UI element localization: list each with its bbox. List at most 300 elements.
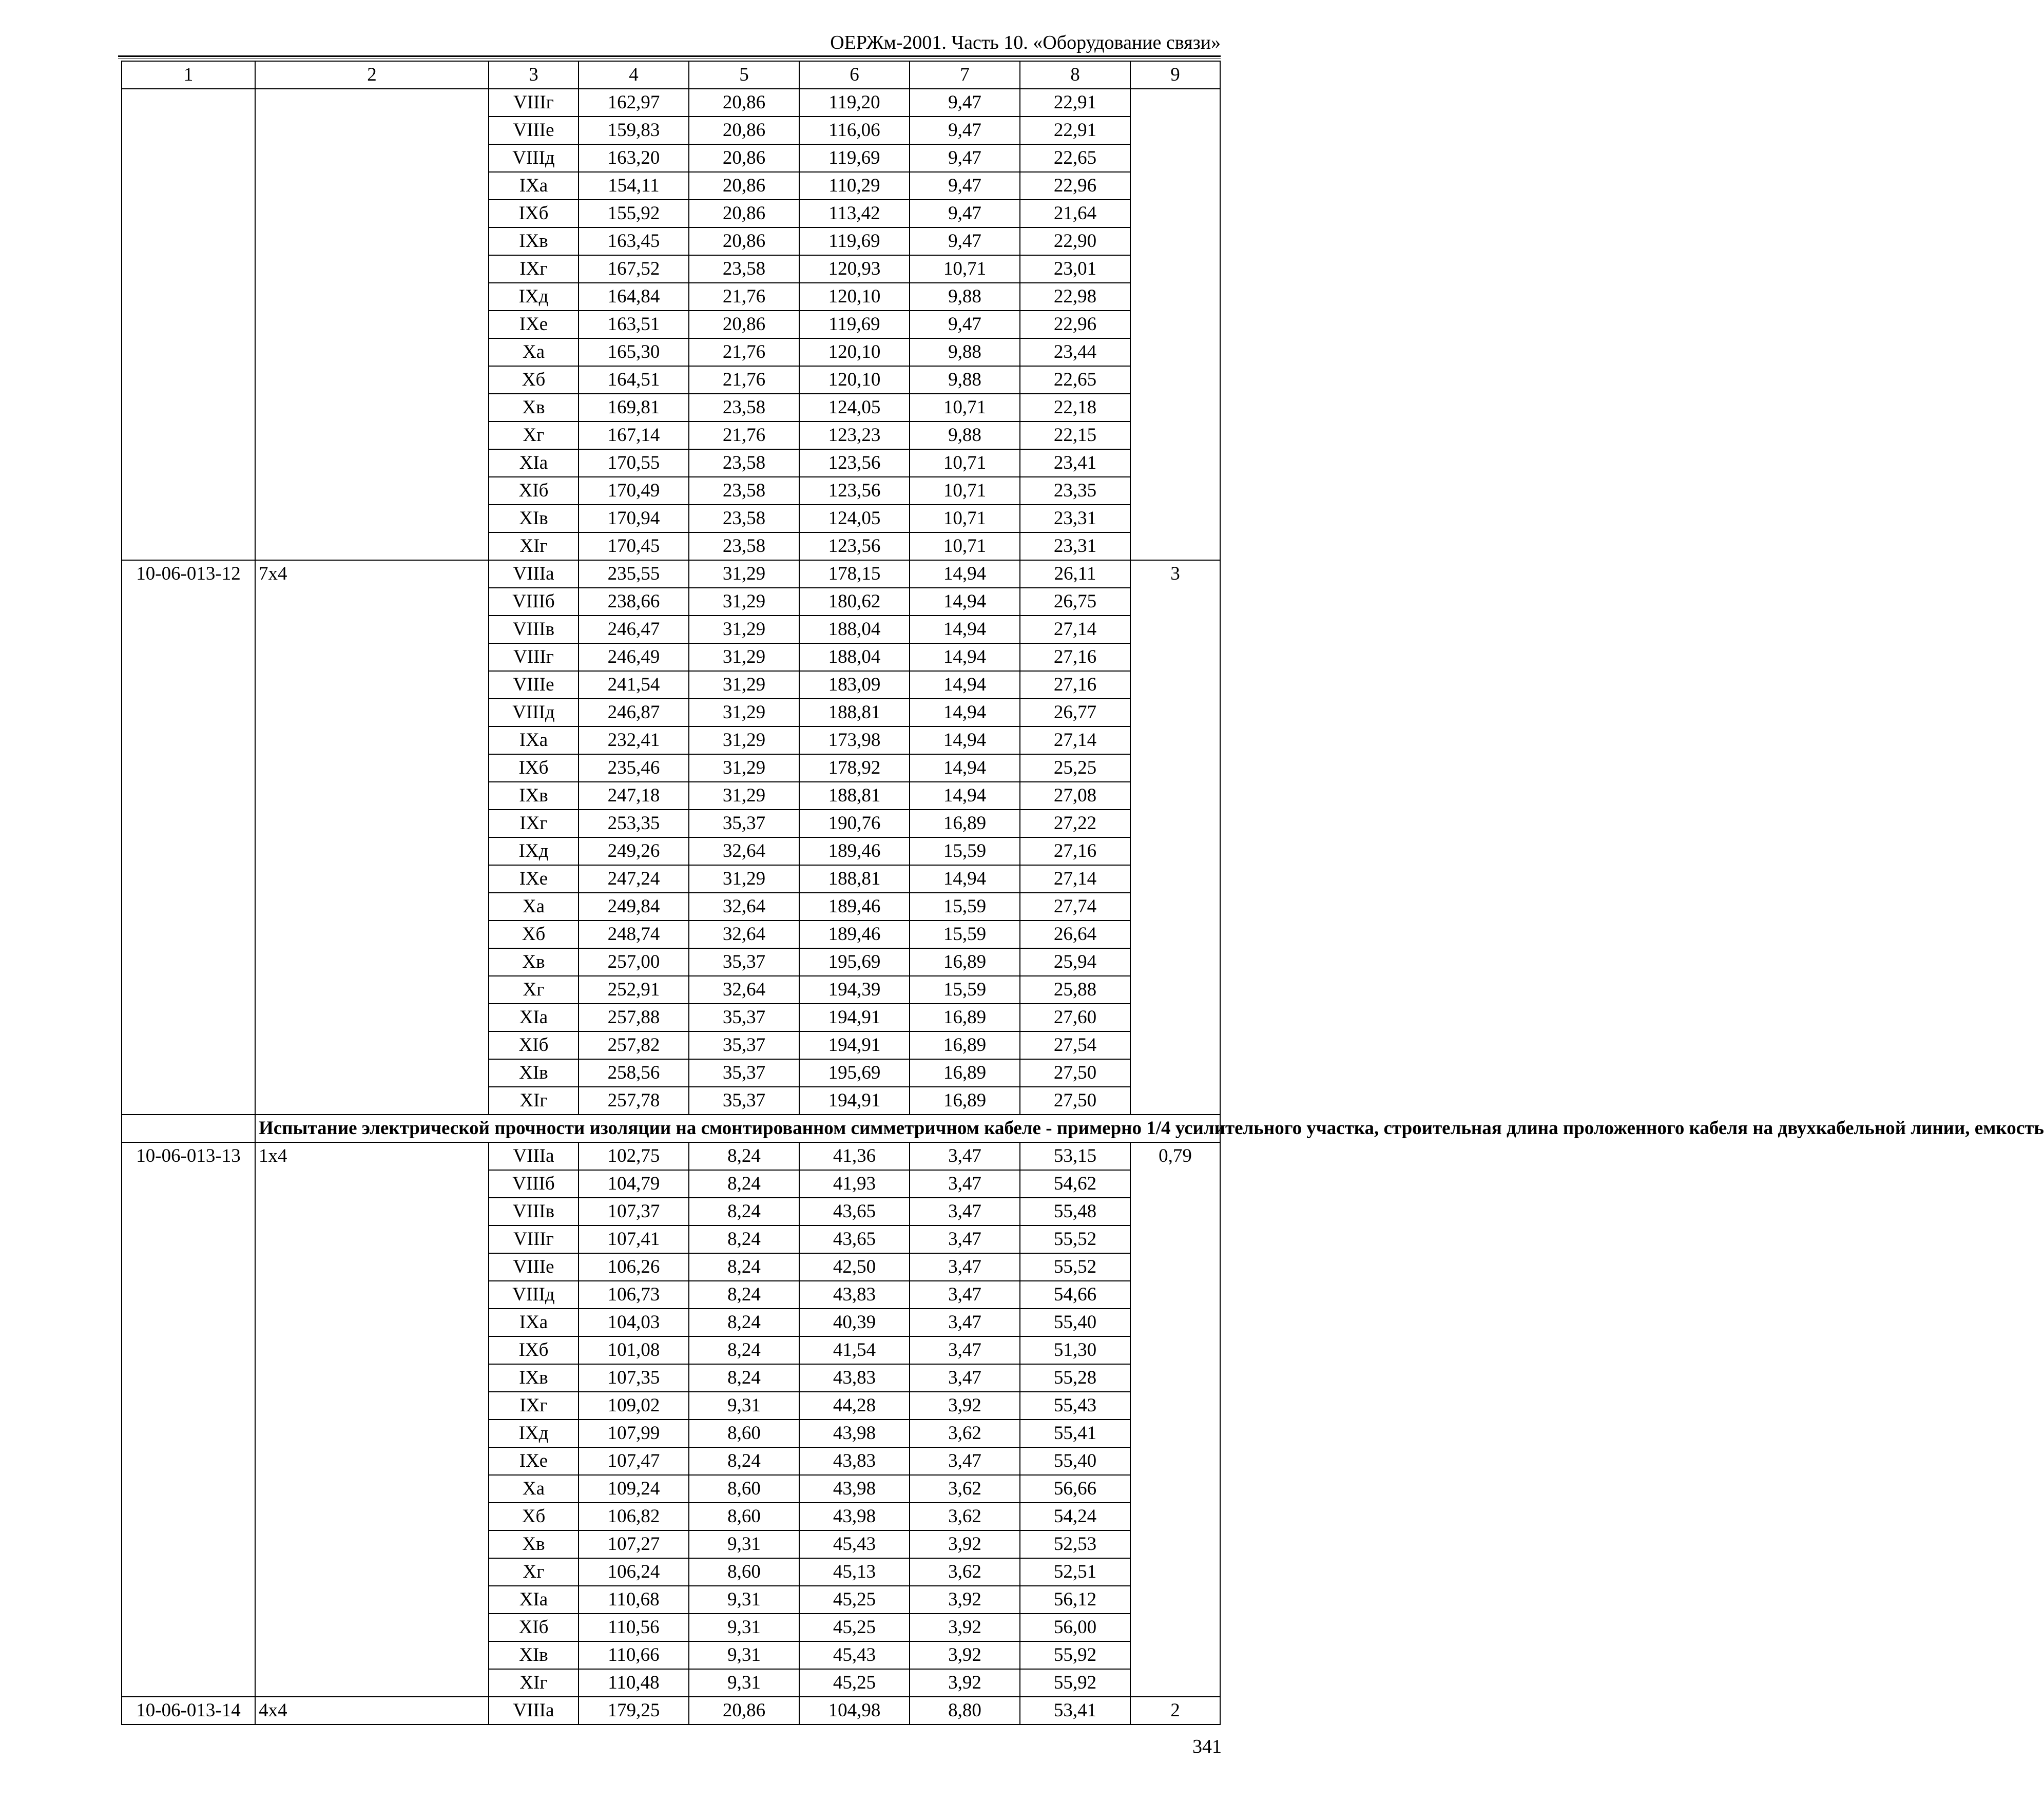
- region-code: Xв: [489, 394, 579, 421]
- operator-wages: 15,59: [910, 837, 1020, 865]
- total-cost: 163,20: [579, 144, 689, 172]
- total-cost: 163,45: [579, 227, 689, 255]
- machines-cost: 43,83: [799, 1447, 910, 1475]
- operator-wages: 3,47: [910, 1309, 1020, 1336]
- wages-cost: 9,31: [689, 1586, 799, 1614]
- machines-cost: 113,42: [799, 200, 910, 227]
- machines-cost: 104,98: [799, 1697, 910, 1725]
- wages-cost: 35,37: [689, 1087, 799, 1115]
- materials-cost: 26,64: [1020, 921, 1130, 948]
- wages-cost: 20,86: [689, 200, 799, 227]
- operator-wages: 3,47: [910, 1447, 1020, 1475]
- machines-cost: 123,56: [799, 477, 910, 505]
- operator-wages: 3,47: [910, 1336, 1020, 1364]
- region-code: IXа: [489, 1309, 579, 1336]
- total-cost: 106,82: [579, 1503, 689, 1530]
- machines-cost: 41,36: [799, 1142, 910, 1170]
- materials-cost: 53,15: [1020, 1142, 1130, 1170]
- labor-cost: 2: [1130, 1697, 1220, 1725]
- page-number: 341: [1192, 1736, 1222, 1757]
- machines-cost: 43,98: [799, 1420, 910, 1447]
- total-cost: 110,68: [579, 1586, 689, 1614]
- total-cost: 107,35: [579, 1364, 689, 1392]
- operator-wages: 8,80: [910, 1697, 1020, 1725]
- operator-wages: 10,71: [910, 532, 1020, 560]
- operator-wages: 16,89: [910, 1059, 1020, 1087]
- wages-cost: 9,31: [689, 1614, 799, 1641]
- total-cost: 109,24: [579, 1475, 689, 1503]
- region-code: XIа: [489, 449, 579, 477]
- wages-cost: 21,76: [689, 338, 799, 366]
- machines-cost: 194,39: [799, 976, 910, 1004]
- region-code: Xв: [489, 1530, 579, 1558]
- operator-wages: 9,88: [910, 421, 1020, 449]
- total-cost: 169,81: [579, 394, 689, 421]
- operator-wages: 10,71: [910, 394, 1020, 421]
- total-cost: 159,83: [579, 117, 689, 144]
- operator-wages: 14,94: [910, 588, 1020, 616]
- materials-cost: 23,01: [1020, 255, 1130, 283]
- operator-wages: 9,47: [910, 172, 1020, 200]
- machines-cost: 119,69: [799, 144, 910, 172]
- total-cost: 170,45: [579, 532, 689, 560]
- region-code: IXв: [489, 227, 579, 255]
- wages-cost: 23,58: [689, 477, 799, 505]
- materials-cost: 27,14: [1020, 726, 1130, 754]
- materials-cost: 25,25: [1020, 754, 1130, 782]
- wages-cost: 31,29: [689, 560, 799, 588]
- wages-cost: 31,29: [689, 643, 799, 671]
- operator-wages: 3,62: [910, 1503, 1020, 1530]
- wages-cost: 8,60: [689, 1420, 799, 1447]
- total-cost: 249,26: [579, 837, 689, 865]
- machines-cost: 183,09: [799, 671, 910, 699]
- total-cost: 235,55: [579, 560, 689, 588]
- total-cost: 241,54: [579, 671, 689, 699]
- operator-wages: 14,94: [910, 865, 1020, 893]
- total-cost: 107,99: [579, 1420, 689, 1447]
- total-cost: 170,94: [579, 505, 689, 532]
- wages-cost: 20,86: [689, 227, 799, 255]
- materials-cost: 27,54: [1020, 1031, 1130, 1059]
- machines-cost: 188,81: [799, 865, 910, 893]
- wages-cost: 35,37: [689, 810, 799, 837]
- machines-cost: 123,23: [799, 421, 910, 449]
- wages-cost: 23,58: [689, 394, 799, 421]
- region-code: IXб: [489, 754, 579, 782]
- materials-cost: 27,16: [1020, 671, 1130, 699]
- region-code: IXе: [489, 865, 579, 893]
- region-code: XIв: [489, 1059, 579, 1087]
- norm-code: 10-06-013-12: [122, 560, 255, 1115]
- machines-cost: 45,25: [799, 1669, 910, 1697]
- machines-cost: 180,62: [799, 588, 910, 616]
- materials-cost: 22,15: [1020, 421, 1130, 449]
- machines-cost: 44,28: [799, 1392, 910, 1420]
- operator-wages: 3,47: [910, 1225, 1020, 1253]
- operator-wages: 9,47: [910, 117, 1020, 144]
- machines-cost: 116,06: [799, 117, 910, 144]
- materials-cost: 27,14: [1020, 865, 1130, 893]
- total-cost: 104,03: [579, 1309, 689, 1336]
- wages-cost: 21,76: [689, 366, 799, 394]
- operator-wages: 3,92: [910, 1669, 1020, 1697]
- machines-cost: 190,76: [799, 810, 910, 837]
- total-cost: 104,79: [579, 1170, 689, 1198]
- region-code: Xг: [489, 421, 579, 449]
- machines-cost: 178,15: [799, 560, 910, 588]
- blank-cell: [122, 1115, 255, 1142]
- wages-cost: 23,58: [689, 449, 799, 477]
- materials-cost: 27,16: [1020, 837, 1130, 865]
- column-number: 4: [579, 61, 689, 89]
- running-header: ОЕРЖм-2001. Часть 10. «Оборудование связи»: [830, 32, 1221, 53]
- operator-wages: 16,89: [910, 1031, 1020, 1059]
- region-code: IXв: [489, 1364, 579, 1392]
- wages-cost: 31,29: [689, 726, 799, 754]
- region-code: XIг: [489, 532, 579, 560]
- region-code: Xб: [489, 921, 579, 948]
- total-cost: 248,74: [579, 921, 689, 948]
- total-cost: 106,24: [579, 1558, 689, 1586]
- operator-wages: 9,47: [910, 311, 1020, 338]
- region-code: Xа: [489, 1475, 579, 1503]
- region-code: IXг: [489, 255, 579, 283]
- total-cost: 257,88: [579, 1004, 689, 1031]
- wages-cost: 31,29: [689, 865, 799, 893]
- total-cost: 164,84: [579, 283, 689, 311]
- materials-cost: 54,24: [1020, 1503, 1130, 1530]
- operator-wages: 3,62: [910, 1420, 1020, 1447]
- region-code: VIIIа: [489, 560, 579, 588]
- region-code: Xг: [489, 1558, 579, 1586]
- wages-cost: 8,24: [689, 1447, 799, 1475]
- region-code: IXд: [489, 1420, 579, 1447]
- column-number: 9: [1130, 61, 1220, 89]
- machines-cost: 123,56: [799, 449, 910, 477]
- materials-cost: 22,91: [1020, 117, 1130, 144]
- wages-cost: 23,58: [689, 505, 799, 532]
- total-cost: 107,37: [579, 1198, 689, 1225]
- norm-name: [255, 89, 489, 560]
- materials-cost: 56,00: [1020, 1614, 1130, 1641]
- wages-cost: 21,76: [689, 283, 799, 311]
- column-number-row: [122, 61, 1220, 89]
- table-row: [122, 560, 1220, 588]
- materials-cost: 22,18: [1020, 394, 1130, 421]
- machines-cost: 123,56: [799, 532, 910, 560]
- machines-cost: 43,65: [799, 1198, 910, 1225]
- norm-name: 7х4: [255, 560, 489, 1115]
- machines-cost: 41,93: [799, 1170, 910, 1198]
- region-code: XIв: [489, 1641, 579, 1669]
- materials-cost: 22,96: [1020, 172, 1130, 200]
- column-number: 7: [910, 61, 1020, 89]
- operator-wages: 3,47: [910, 1170, 1020, 1198]
- materials-cost: 27,60: [1020, 1004, 1130, 1031]
- column-number: 6: [799, 61, 910, 89]
- region-code: IXг: [489, 810, 579, 837]
- machines-cost: 188,04: [799, 643, 910, 671]
- region-code: Xб: [489, 1503, 579, 1530]
- materials-cost: 56,12: [1020, 1586, 1130, 1614]
- operator-wages: 14,94: [910, 616, 1020, 643]
- total-cost: 232,41: [579, 726, 689, 754]
- total-cost: 257,78: [579, 1087, 689, 1115]
- region-code: VIIIг: [489, 643, 579, 671]
- region-code: VIIIг: [489, 1225, 579, 1253]
- operator-wages: 9,47: [910, 89, 1020, 117]
- price-table: [121, 61, 2044, 1725]
- materials-cost: 23,31: [1020, 532, 1130, 560]
- total-cost: 252,91: [579, 976, 689, 1004]
- total-cost: 164,51: [579, 366, 689, 394]
- operator-wages: 3,92: [910, 1392, 1020, 1420]
- materials-cost: 52,51: [1020, 1558, 1130, 1586]
- materials-cost: 27,74: [1020, 893, 1130, 921]
- region-code: VIIIа: [489, 1697, 579, 1725]
- wages-cost: 35,37: [689, 948, 799, 976]
- materials-cost: 27,08: [1020, 782, 1130, 810]
- wages-cost: 9,31: [689, 1392, 799, 1420]
- column-number: 5: [689, 61, 799, 89]
- region-code: IXе: [489, 1447, 579, 1475]
- region-code: XIг: [489, 1087, 579, 1115]
- operator-wages: 16,89: [910, 810, 1020, 837]
- region-code: XIа: [489, 1004, 579, 1031]
- price-table-body: [122, 61, 2044, 1725]
- materials-cost: 22,65: [1020, 144, 1130, 172]
- materials-cost: 55,28: [1020, 1364, 1130, 1392]
- wages-cost: 9,31: [689, 1530, 799, 1558]
- operator-wages: 3,47: [910, 1281, 1020, 1309]
- machines-cost: 119,69: [799, 311, 910, 338]
- norm-name: 4х4: [255, 1697, 489, 1725]
- materials-cost: 21,64: [1020, 200, 1130, 227]
- machines-cost: 45,25: [799, 1614, 910, 1641]
- total-cost: 101,08: [579, 1336, 689, 1364]
- region-code: XIб: [489, 1614, 579, 1641]
- operator-wages: 9,88: [910, 338, 1020, 366]
- wages-cost: 35,37: [689, 1031, 799, 1059]
- wages-cost: 31,29: [689, 671, 799, 699]
- operator-wages: 9,47: [910, 144, 1020, 172]
- total-cost: 253,35: [579, 810, 689, 837]
- total-cost: 106,73: [579, 1281, 689, 1309]
- wages-cost: 8,60: [689, 1558, 799, 1586]
- region-code: Xв: [489, 948, 579, 976]
- operator-wages: 10,71: [910, 477, 1020, 505]
- operator-wages: 14,94: [910, 560, 1020, 588]
- wages-cost: 23,58: [689, 532, 799, 560]
- machines-cost: 110,29: [799, 172, 910, 200]
- wages-cost: 8,24: [689, 1336, 799, 1364]
- machines-cost: 45,43: [799, 1530, 910, 1558]
- total-cost: 162,97: [579, 89, 689, 117]
- region-code: IXд: [489, 837, 579, 865]
- materials-cost: 54,66: [1020, 1281, 1130, 1309]
- wages-cost: 20,86: [689, 117, 799, 144]
- region-code: XIб: [489, 1031, 579, 1059]
- table-row: [122, 89, 1220, 117]
- region-code: VIIIа: [489, 1142, 579, 1170]
- operator-wages: 14,94: [910, 782, 1020, 810]
- operator-wages: 15,59: [910, 976, 1020, 1004]
- total-cost: 170,55: [579, 449, 689, 477]
- region-code: VIIIе: [489, 117, 579, 144]
- machines-cost: 40,39: [799, 1309, 910, 1336]
- region-code: XIв: [489, 505, 579, 532]
- total-cost: 107,27: [579, 1530, 689, 1558]
- materials-cost: 26,77: [1020, 699, 1130, 726]
- machines-cost: 45,13: [799, 1558, 910, 1586]
- wages-cost: 8,24: [689, 1142, 799, 1170]
- column-number: 1: [122, 61, 255, 89]
- operator-wages: 10,71: [910, 505, 1020, 532]
- machines-cost: 178,92: [799, 754, 910, 782]
- wages-cost: 8,24: [689, 1253, 799, 1281]
- wages-cost: 8,24: [689, 1198, 799, 1225]
- materials-cost: 55,52: [1020, 1253, 1130, 1281]
- region-code: IXа: [489, 172, 579, 200]
- region-code: VIIIв: [489, 1198, 579, 1225]
- machines-cost: 43,98: [799, 1503, 910, 1530]
- machines-cost: 45,43: [799, 1641, 910, 1669]
- wages-cost: 9,31: [689, 1641, 799, 1669]
- wages-cost: 9,31: [689, 1669, 799, 1697]
- materials-cost: 27,22: [1020, 810, 1130, 837]
- materials-cost: 55,41: [1020, 1420, 1130, 1447]
- wages-cost: 8,24: [689, 1281, 799, 1309]
- total-cost: 246,47: [579, 616, 689, 643]
- materials-cost: 23,31: [1020, 505, 1130, 532]
- machines-cost: 41,54: [799, 1336, 910, 1364]
- materials-cost: 54,62: [1020, 1170, 1130, 1198]
- operator-wages: 3,92: [910, 1641, 1020, 1669]
- wages-cost: 31,29: [689, 754, 799, 782]
- machines-cost: 189,46: [799, 837, 910, 865]
- machines-cost: 120,93: [799, 255, 910, 283]
- labor-cost: 0,79: [1130, 1142, 1220, 1697]
- total-cost: 165,30: [579, 338, 689, 366]
- operator-wages: 10,71: [910, 449, 1020, 477]
- machines-cost: 119,69: [799, 227, 910, 255]
- machines-cost: 194,91: [799, 1004, 910, 1031]
- region-code: IXд: [489, 283, 579, 311]
- region-code: VIIIе: [489, 671, 579, 699]
- wages-cost: 8,24: [689, 1225, 799, 1253]
- materials-cost: 22,98: [1020, 283, 1130, 311]
- total-cost: 170,49: [579, 477, 689, 505]
- region-code: Xа: [489, 893, 579, 921]
- total-cost: 110,56: [579, 1614, 689, 1641]
- operator-wages: 9,88: [910, 283, 1020, 311]
- wages-cost: 8,60: [689, 1503, 799, 1530]
- materials-cost: 55,48: [1020, 1198, 1130, 1225]
- materials-cost: 56,66: [1020, 1475, 1130, 1503]
- total-cost: 247,18: [579, 782, 689, 810]
- total-cost: 110,48: [579, 1669, 689, 1697]
- machines-cost: 188,81: [799, 782, 910, 810]
- operator-wages: 3,92: [910, 1614, 1020, 1641]
- machines-cost: 195,69: [799, 1059, 910, 1087]
- total-cost: 257,82: [579, 1031, 689, 1059]
- materials-cost: 22,65: [1020, 366, 1130, 394]
- region-code: VIIIд: [489, 699, 579, 726]
- wages-cost: 32,64: [689, 893, 799, 921]
- operator-wages: 16,89: [910, 948, 1020, 976]
- materials-cost: 22,96: [1020, 311, 1130, 338]
- wages-cost: 21,76: [689, 421, 799, 449]
- wages-cost: 8,60: [689, 1475, 799, 1503]
- wages-cost: 31,29: [689, 616, 799, 643]
- total-cost: 247,24: [579, 865, 689, 893]
- machines-cost: 188,81: [799, 699, 910, 726]
- region-code: XIа: [489, 1586, 579, 1614]
- total-cost: 249,84: [579, 893, 689, 921]
- region-code: IXб: [489, 1336, 579, 1364]
- labor-cost: [1130, 89, 1220, 560]
- materials-cost: 23,41: [1020, 449, 1130, 477]
- wages-cost: 8,24: [689, 1170, 799, 1198]
- region-code: VIIIг: [489, 89, 579, 117]
- materials-cost: 26,11: [1020, 560, 1130, 588]
- wages-cost: 31,29: [689, 588, 799, 616]
- machines-cost: 42,50: [799, 1253, 910, 1281]
- operator-wages: 3,62: [910, 1558, 1020, 1586]
- operator-wages: 14,94: [910, 699, 1020, 726]
- machines-cost: 189,46: [799, 893, 910, 921]
- materials-cost: 51,30: [1020, 1336, 1130, 1364]
- total-cost: 106,26: [579, 1253, 689, 1281]
- column-number: 3: [489, 61, 579, 89]
- machines-cost: 124,05: [799, 505, 910, 532]
- operator-wages: 10,71: [910, 255, 1020, 283]
- total-cost: 107,41: [579, 1225, 689, 1253]
- region-code: VIIIб: [489, 588, 579, 616]
- region-code: IXе: [489, 311, 579, 338]
- machines-cost: 124,05: [799, 394, 910, 421]
- wages-cost: 20,86: [689, 89, 799, 117]
- wages-cost: 20,86: [689, 144, 799, 172]
- machines-cost: 189,46: [799, 921, 910, 948]
- region-code: Xа: [489, 338, 579, 366]
- operator-wages: 3,47: [910, 1364, 1020, 1392]
- norm-code: 10-06-013-13: [122, 1142, 255, 1697]
- machines-cost: 188,04: [799, 616, 910, 643]
- materials-cost: 22,90: [1020, 227, 1130, 255]
- total-cost: 163,51: [579, 311, 689, 338]
- wages-cost: 35,37: [689, 1059, 799, 1087]
- total-cost: 155,92: [579, 200, 689, 227]
- total-cost: 167,14: [579, 421, 689, 449]
- region-code: Xг: [489, 976, 579, 1004]
- wages-cost: 32,64: [689, 921, 799, 948]
- operator-wages: 16,89: [910, 1087, 1020, 1115]
- operator-wages: 3,92: [910, 1586, 1020, 1614]
- region-code: XIб: [489, 477, 579, 505]
- wages-cost: 20,86: [689, 172, 799, 200]
- operator-wages: 14,94: [910, 671, 1020, 699]
- total-cost: 109,02: [579, 1392, 689, 1420]
- region-code: IXв: [489, 782, 579, 810]
- operator-wages: 16,89: [910, 1004, 1020, 1031]
- materials-cost: 55,92: [1020, 1641, 1130, 1669]
- norm-code: [122, 89, 255, 560]
- region-code: VIIIд: [489, 1281, 579, 1309]
- section-heading-row: [122, 1115, 1220, 1142]
- machines-cost: 120,10: [799, 338, 910, 366]
